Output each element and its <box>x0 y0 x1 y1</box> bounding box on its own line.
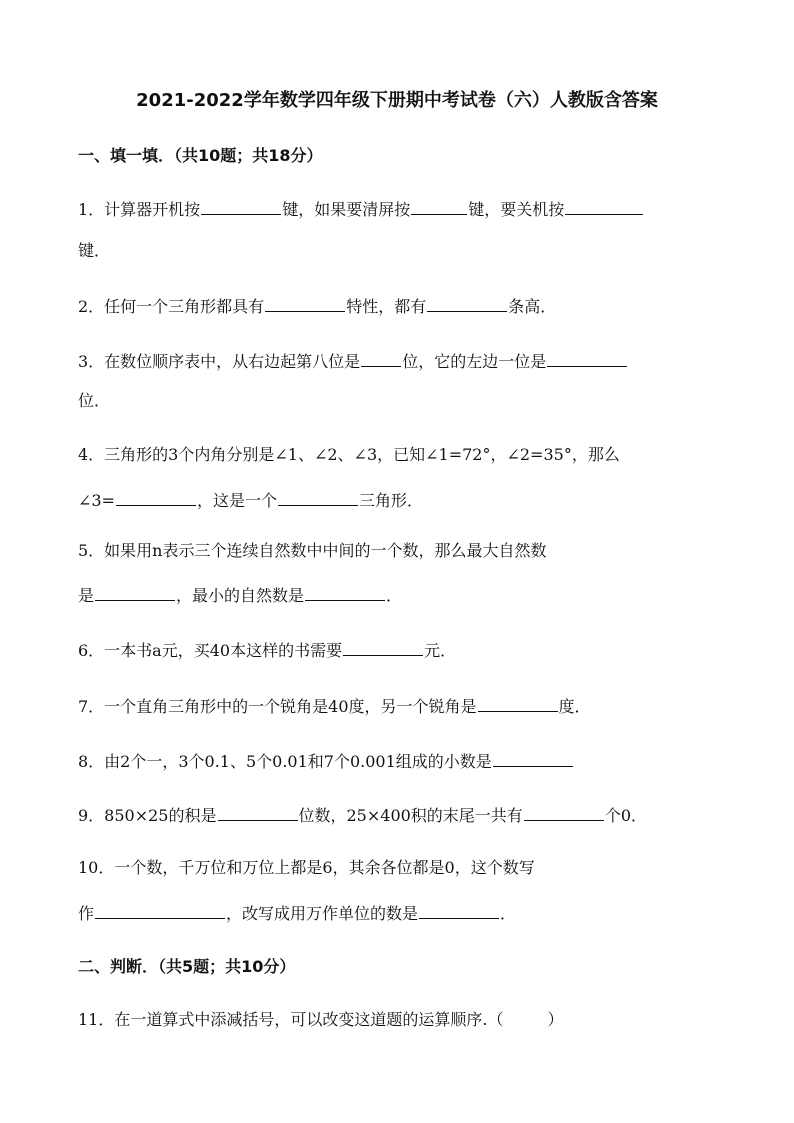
question-text: 三角形． <box>359 491 424 510</box>
question-text: ． <box>386 586 403 605</box>
question-text: 11．在一道算式中添减括号，可以改变这道题的运算顺序.（ <box>78 1010 504 1029</box>
question-5-continued <box>78 582 718 607</box>
question-7 <box>78 693 718 718</box>
question-text: 7．一个直角三角形中的一个锐角是40度，另一个锐角是 <box>78 697 477 716</box>
question-text: 1．计算器开机按 <box>78 200 201 219</box>
question-text: 4．三角形的3个内角分别是∠1、∠2、∠3，已知∠1=72°，∠2=35°，那么 <box>78 445 620 464</box>
question-3-continued <box>78 390 718 412</box>
answer-blank[interactable] <box>218 802 298 821</box>
answer-blank[interactable] <box>95 582 175 601</box>
question-text: ，最小的自然数是 <box>176 586 305 605</box>
question-10-continued <box>78 900 718 925</box>
question-text: 度． <box>558 697 591 716</box>
question-text: 特性，都有 <box>346 297 427 316</box>
answer-blank[interactable] <box>565 196 643 215</box>
question-text: 位，它的左边一位是 <box>402 352 547 371</box>
question-text: 元． <box>424 641 457 660</box>
question-text: 键． <box>78 241 111 260</box>
question-text: 3．在数位顺序表中，从右边起第八位是 <box>78 352 361 371</box>
question-text: 6．一本书a元，买40本这样的书需要 <box>78 641 343 660</box>
section-heading-fill-in: 一、填一填．（共10题；共18分） <box>78 146 323 165</box>
answer-blank[interactable] <box>343 637 423 656</box>
question-text: 2．任何一个三角形都具有 <box>78 297 265 316</box>
question-11 <box>78 1009 718 1031</box>
page-title: 2021-2022学年数学四年级下册期中考试卷（六）人教版含答案 <box>136 90 658 111</box>
answer-blank[interactable] <box>116 487 196 506</box>
answer-blank[interactable] <box>427 293 507 312</box>
question-text: 5．如果用n表示三个连续自然数中中间的一个数，那么最大自然数 <box>78 541 547 560</box>
question-5 <box>78 540 718 562</box>
question-text: 作 <box>78 904 95 923</box>
question-8 <box>78 748 718 773</box>
question-text: ） <box>547 1010 564 1029</box>
question-1 <box>78 196 718 221</box>
answer-blank[interactable] <box>95 900 225 919</box>
question-1-continued <box>78 240 718 262</box>
question-text: 键，要关机按 <box>468 200 565 219</box>
question-4-continued <box>78 487 718 512</box>
question-3 <box>78 348 718 373</box>
answer-blank[interactable] <box>265 293 345 312</box>
question-2 <box>78 293 718 318</box>
question-6 <box>78 637 718 662</box>
question-text: ． <box>500 904 517 923</box>
answer-blank[interactable] <box>278 487 358 506</box>
question-text: ∠3= <box>78 491 115 510</box>
answer-blank[interactable] <box>493 748 573 767</box>
question-text: 10．一个数，千万位和万位上都是6，其余各位都是0，这个数写 <box>78 858 535 877</box>
answer-blank[interactable] <box>201 196 281 215</box>
question-text: 8．由2个一，3个0.1、5个0.01和7个0.001组成的小数是 <box>78 752 492 771</box>
answer-blank[interactable] <box>524 802 604 821</box>
answer-blank[interactable] <box>361 348 401 367</box>
question-text: 键，如果要清屏按 <box>282 200 411 219</box>
question-text: 位数，25×400积的末尾一共有 <box>298 806 523 825</box>
answer-blank[interactable] <box>411 196 467 215</box>
answer-blank[interactable] <box>305 582 385 601</box>
answer-blank[interactable] <box>547 348 627 367</box>
question-10 <box>78 857 718 879</box>
question-9 <box>78 802 718 827</box>
answer-blank[interactable] <box>419 900 499 919</box>
answer-blank[interactable] <box>478 693 558 712</box>
question-text: ，这是一个 <box>197 491 278 510</box>
question-text: 位． <box>78 391 111 410</box>
question-text: ，改写成用万作单位的数是 <box>226 904 419 923</box>
question-4 <box>78 444 718 466</box>
question-text: 9．850×25的积是 <box>78 806 217 825</box>
question-text: 个0． <box>604 806 647 825</box>
question-text: 是 <box>78 586 95 605</box>
question-text: 条高． <box>508 297 557 316</box>
section-heading-true-false: 二、判断．（共5题；共10分） <box>78 957 296 976</box>
